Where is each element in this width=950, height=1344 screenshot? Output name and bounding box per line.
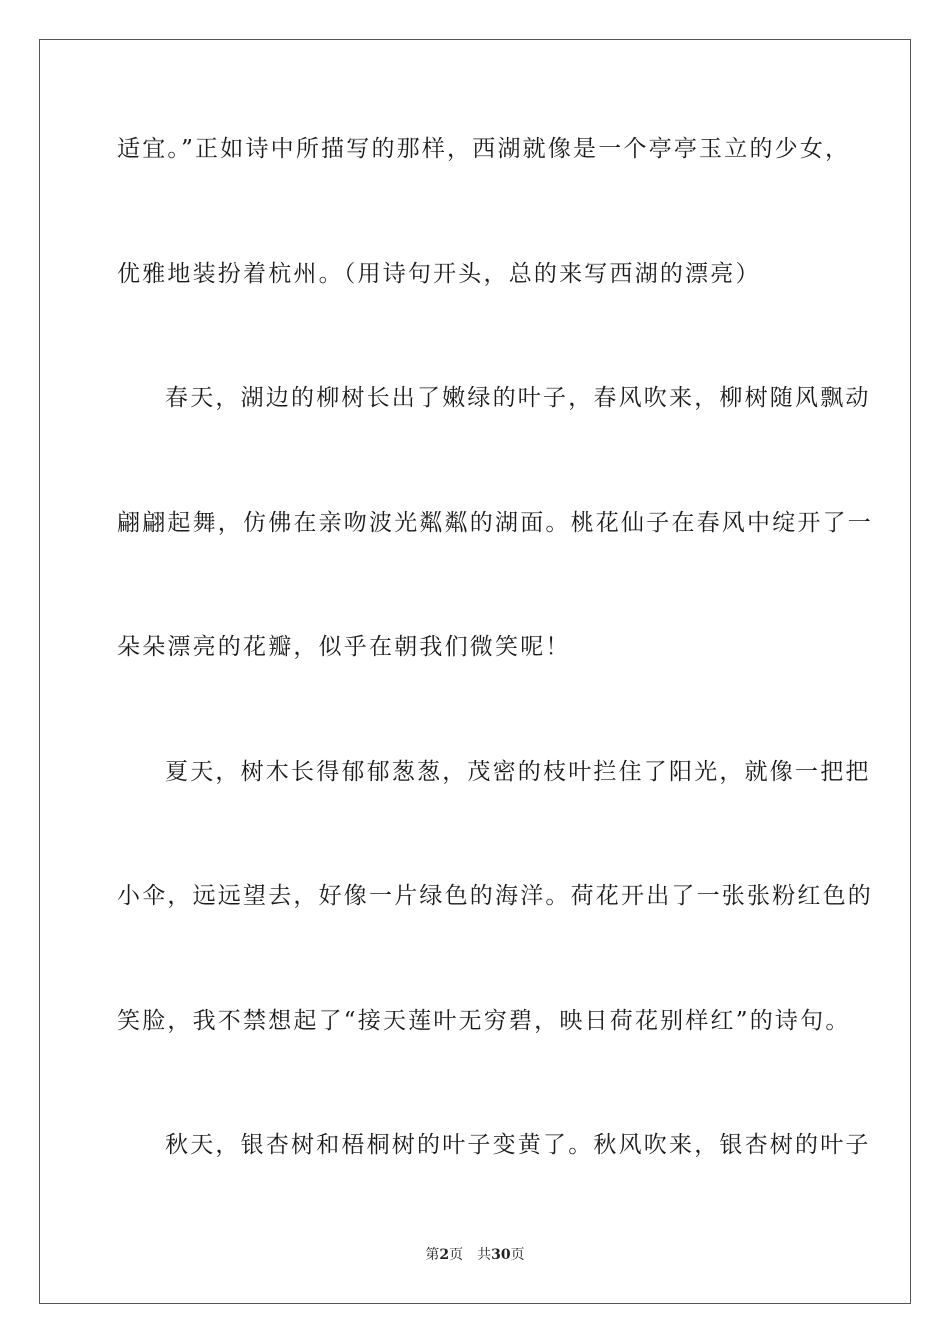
total-page-count: 30 xyxy=(491,1247,511,1263)
text-line: 优雅地装扮着杭州。（用诗句开头，总的来写西湖的漂亮） xyxy=(117,261,761,287)
page-border xyxy=(39,39,911,1304)
paragraph-start-line: 秋天，银杏树和梧桐树的叶子变黄了。秋风吹来，银杏树的叶子 xyxy=(165,1132,871,1158)
footer-suffix: 页 xyxy=(510,1247,525,1263)
current-page-number: 2 xyxy=(439,1247,450,1263)
text-line: 适宜。”正如诗中所描写的那样，西湖就像是一个亭亭玉立的少女， xyxy=(117,136,851,162)
footer-prefix: 第 xyxy=(425,1247,440,1263)
text-line: 翩翩起舞，仿佛在亲吻波光粼粼的湖面。桃花仙子在春风中绽开了一 xyxy=(117,510,873,536)
footer-middle: 页 共 xyxy=(449,1247,492,1263)
text-line: 朵朵漂亮的花瓣，似乎在朝我们微笑呢！ xyxy=(117,634,571,660)
text-line: 笑脸，我不禁想起了“接天莲叶无穷碧，映日荷花别样红”的诗句。 xyxy=(117,1008,851,1034)
paragraph-start-line: 春天，湖边的柳树长出了嫩绿的叶子，春风吹来，柳树随风飘动 xyxy=(165,385,871,411)
text-line: 小伞，远远望去，好像一片绿色的海洋。荷花开出了一张张粉红色的 xyxy=(117,883,873,909)
paragraph-start-line: 夏天，树木长得郁郁葱葱，茂密的枝叶拦住了阳光，就像一把把 xyxy=(165,759,871,785)
page-footer xyxy=(0,1246,950,1264)
